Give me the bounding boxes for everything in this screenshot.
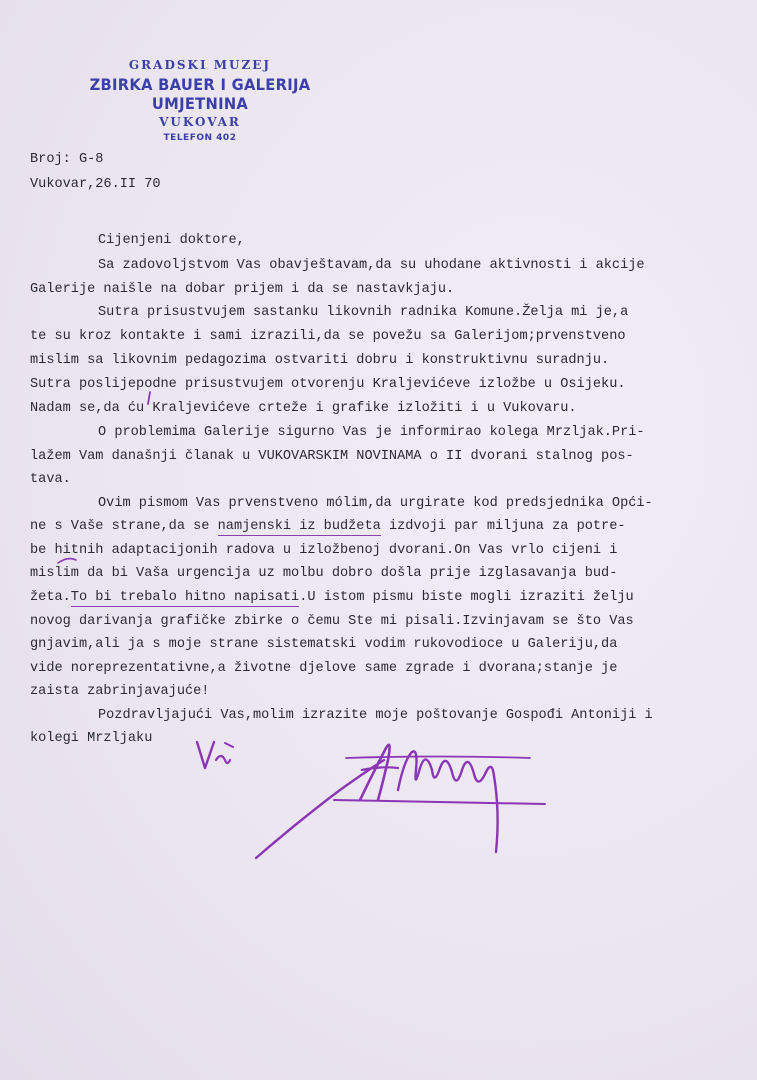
body-line: be hitnih adaptacijonih radova u izložbenoj dvorani.On Vas vrlo cijeni i xyxy=(30,543,618,558)
body-line: mislim da bi Vaša urgencija uz molbu dobro došla prije izglasavanja bud- xyxy=(30,566,618,581)
body-text: ne s Vaše strane,da se xyxy=(30,519,218,534)
body-line: zaista zabrinjavajuće! xyxy=(30,684,210,699)
body-line: Sa zadovoljstvom Vas obavještavam,da su uhodane aktivnosti i akcije xyxy=(98,258,645,273)
body-line: mislim sa likovnim pedagozima ostvariti dobru i konstruktivnu suradnju. xyxy=(30,353,610,368)
body-line: Sutra poslijepodne prisustvujem otvorenju Kraljevićeve izložbe u Osijeku. xyxy=(30,377,626,392)
letterhead-city: VUKOVAR xyxy=(159,115,241,129)
reference-number: Broj: G-8 xyxy=(30,152,104,167)
body-text: .U istom pismu biste mogli izraziti želju xyxy=(299,590,634,605)
body-line: Nadam se,da ću Kraljevićeve crteže i grafike izložiti i u Vukovaru. xyxy=(30,401,577,416)
body-line: Sutra prisustvujem sastanku likovnih radnika Komune.Želja mi je,a xyxy=(98,305,629,320)
underlined-phrase: To bi trebalo hitno napisati xyxy=(70,590,300,605)
body-line: gnjavim,ali ja s moje strane sistematski vodim rukovodioce u Galeriju,da xyxy=(30,637,618,652)
body-line: tava. xyxy=(30,472,71,487)
body-line: kolegi Mrzljaku xyxy=(30,731,153,746)
letter-date: Vukovar,26.II 70 xyxy=(30,177,161,192)
body-line: Galerije naišle na dobar prijem i da se nastavkjaju. xyxy=(30,282,455,297)
body-line: Pozdravljajući Vas,molim izrazite moje poštovanje Gospođi Antoniji i xyxy=(98,708,653,723)
body-line: novog darivanja grafičke zbirke o čemu Ste mi pisali.Izvinjavam se što Vas xyxy=(30,614,634,629)
letterhead-collection: ZBIRKA BAUER I GALERIJA UMJETNINA xyxy=(89,75,311,113)
body-line: lažem Vam današnji članak u VUKOVARSKIM NOVINAMA o II dvorani stalnog pos- xyxy=(30,449,634,464)
body-line: vide noreprezentativne,a životne djelove same zgrade i dvorana;stanje je xyxy=(30,661,618,676)
body-line: Ovim pismom Vas prvenstveno mólim,da urgirate kod predsjednika Opći- xyxy=(98,496,653,511)
letterhead-phone: TELEFON 402 xyxy=(163,133,237,143)
body-line: O problemima Galerije sigurno Vas je informirao kolega Mrzljak.Pri- xyxy=(98,425,645,440)
body-line: te su kroz kontakte i sami izrazili,da se povežu sa Galerijom;prvenstveno xyxy=(30,329,626,344)
body-text: žeta. xyxy=(30,590,71,605)
letterhead-museum: GRADSKI MUZEJ xyxy=(128,58,272,72)
body-text: izdvoji par miljuna za potre- xyxy=(380,519,626,534)
salutation: Cijenjeni doktore, xyxy=(98,233,245,248)
underlined-phrase: namjenski iz budžeta xyxy=(217,519,381,534)
